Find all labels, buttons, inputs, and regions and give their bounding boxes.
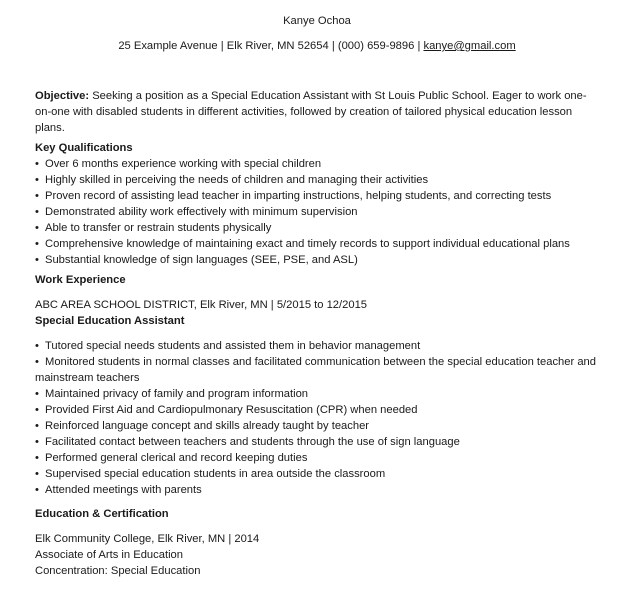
email-link[interactable]: kanye@gmail.com: [423, 40, 516, 52]
degree-line: Associate of Arts in Education: [35, 549, 184, 561]
list-item: • Performed general clerical and record keeping duties: [35, 452, 308, 464]
list-item: • Maintained privacy of family and program information: [35, 388, 309, 400]
contact-line: [0, 39, 634, 53]
objective-paragraph: [35, 88, 600, 136]
list-item: • Supervised special education students in area outside the classroom: [35, 468, 386, 480]
employer-line: ABC AREA SCHOOL DISTRICT, Elk River, MN | 5/2015 to 12/2015: [35, 299, 368, 311]
qualifications-list: [35, 156, 600, 268]
job-title: Special Education Assistant: [35, 315, 185, 327]
list-item: • Tutored special needs students and assisted them in behavior management: [35, 340, 421, 352]
experience-list: [35, 338, 600, 498]
list-item: • Comprehensive knowledge of maintaining exact and timely records to support individual educational plans: [35, 238, 570, 250]
qualifications-heading: Key Qualifications: [35, 142, 133, 154]
list-item: • Highly skilled in perceiving the needs of children and managing their activities: [35, 174, 429, 186]
contact-details: 25 Example Avenue | Elk River, MN 52654 | (000) 659-9896 |: [118, 40, 424, 52]
list-item: • Able to transfer or restrain students physically: [35, 222, 272, 234]
education-heading: Education & Certification: [35, 508, 169, 520]
list-item: • Demonstrated ability work effectively with minimum supervision: [35, 206, 358, 218]
candidate-name: Kanye Ochoa: [283, 15, 351, 27]
objective-text: Seeking a position as a Special Education Assistant with St Louis Public School. Eager to work one-on-one with disabled students in different activities, followed by creation of tailored physical education lesson plans.: [35, 90, 587, 134]
list-item: • Monitored students in normal classes and facilitated communication between the special education teacher and mainstream teachers: [35, 356, 596, 384]
experience-heading: Work Experience: [35, 274, 126, 286]
resume-body: [35, 88, 600, 579]
school-line: Elk Community College, Elk River, MN | 2014: [35, 533, 260, 545]
list-item: • Provided First Aid and Cardiopulmonary Resuscitation (CPR) when needed: [35, 404, 418, 416]
objective-label: Objective:: [35, 90, 90, 102]
list-item: • Facilitated contact between teachers and students through the use of sign language: [35, 436, 460, 448]
list-item: • Reinforced language concept and skills already taught by teacher: [35, 420, 370, 432]
list-item: • Over 6 months experience working with special children: [35, 158, 322, 170]
list-item: • Proven record of assisting lead teacher in imparting instructions, helping students, and correcting tests: [35, 190, 552, 202]
list-item: • Attended meetings with parents: [35, 484, 202, 496]
concentration-line: Concentration: Special Education: [35, 565, 201, 577]
list-item: • Substantial knowledge of sign languages (SEE, PSE, and ASL): [35, 254, 358, 266]
